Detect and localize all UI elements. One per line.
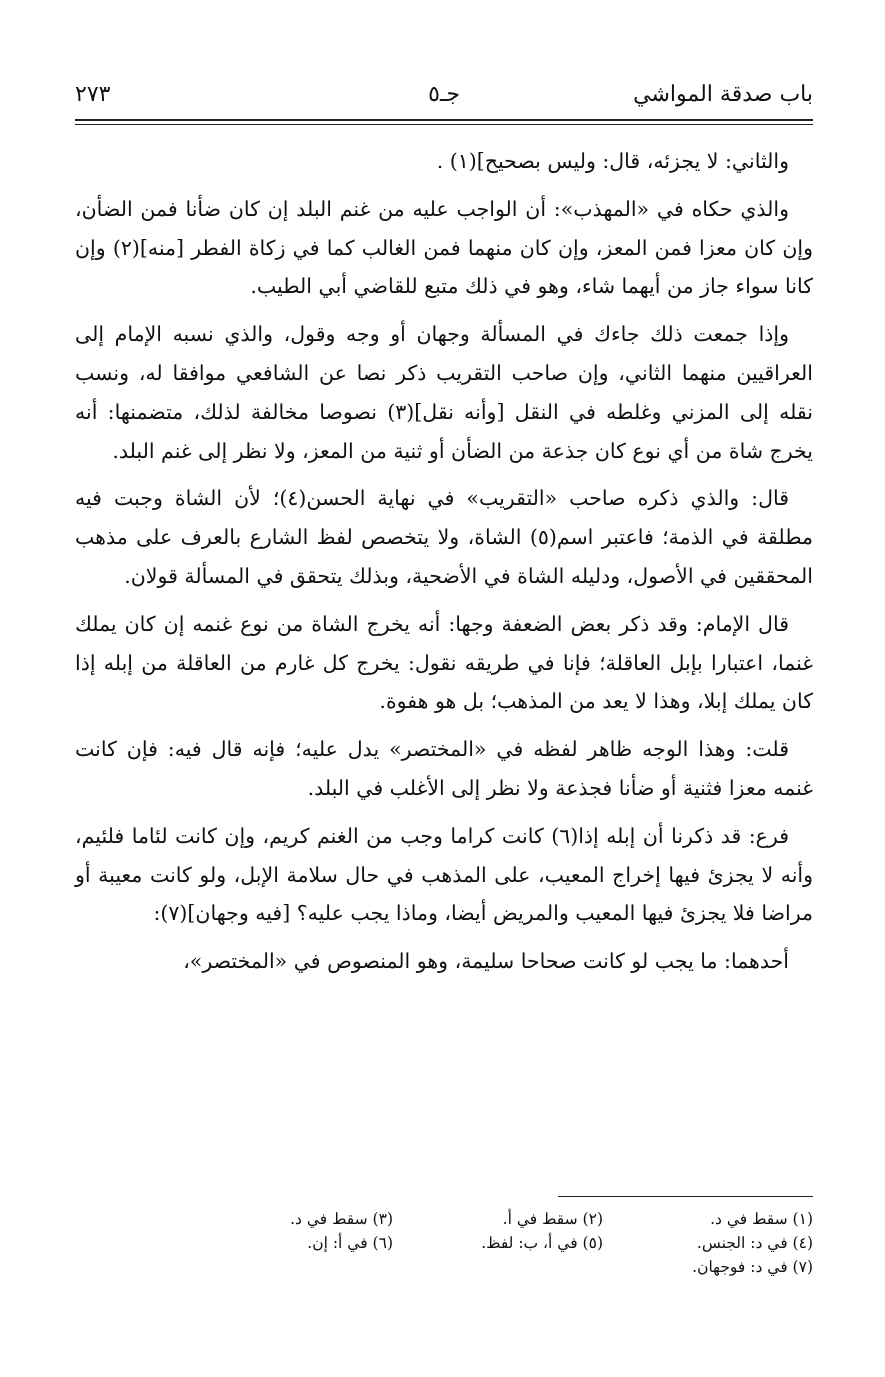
header-rule-thin [75,124,813,125]
chapter-title: باب صدقة المواشي [633,82,813,107]
footnote-item: (٥) في أ، ب: لفظ. [481,1234,603,1252]
paragraph: قال الإمام: وقد ذكر بعض الضعفة وجها: أنه يخرج الشاة من نوع غنمه إن كان يملك غنما، اعتبارا بإبل العاقلة؛ فإنا في طريقه نقول: يخرج كل غارم من العاقلة من إبله إذا كان يملك إبلا، وهذا لا يعد من المذهب؛ بل هو هفوة. [75,611,813,714]
paragraph: وإذا جمعت ذلك جاءك في المسألة وجهان أو وجه وقول، والذي نسبه الإمام إلى العراقيين منهما الثاني، وإن صاحب التقريب ذكر نصا عن الشافعي موافقا له، ونسب نقله إلى المزني وغلطه في النقل [وأنه نقل](٣) نصوصا مخالفة لذلك، متضمنها: أنه يخرج شاة من أي نوع كان جذعة من الضأن أو ثنية من المعز، ولا نظر إلى غنم البلد. [75,322,813,463]
volume-label: جـ٥ [428,82,460,107]
footnote-list [193,1210,813,1276]
footnote-item: (٢) سقط في أ. [502,1210,603,1228]
header-rule-thick [75,119,813,121]
footnote-item: (٧) في د: فوجهان. [692,1258,813,1276]
footnote-item: (١) سقط في د. [710,1210,813,1228]
footnote-item: (٤) في د: الجنس. [696,1234,813,1252]
footnote-item: (٣) سقط في د. [290,1210,393,1228]
paragraph: قال: والذي ذكره صاحب «التقريب» في نهاية الحسن(٤)؛ لأن الشاة وجبت فيه مطلقة في الذمة؛ فاعتبر اسم(٥) الشاة، ولا يتخصص لفظ الشارع بالعرف على مذهب المحققين في الأصول، ودليله الشاة في الأضحية، وبذلك يتحقق في المسألة قولان. [75,486,813,588]
paragraph: فرع: قد ذكرنا أن إبله إذا(٦) كانت كراما وجب من الغنم كريم، وإن كانت لئاما فلئيم، وأنه لا يجزئ فيها إخراج المعيب، على المذهب في حال سلامة الإبل، ولو كانت معيبة أو مراضا فلا يجزئ فيها المعيب والمريض أيضا، وماذا يجب عليه؟ [فيه وجهان](٧): [75,823,813,926]
main-text [75,142,813,990]
page-number: ٢٧٣ [75,82,111,107]
paragraph: قلت: وهذا الوجه ظاهر لفظه في «المختصر» يدل عليه؛ فإنه قال فيه: فإن كانت غنمه معزا فثنية أو ضأنا فجذعة ولا نظر إلى الأغلب في البلد. [75,737,813,800]
paragraph: والثاني: لا يجزئه، قال: وليس بصحيح](١) . [436,149,789,173]
paragraph: أحدهما: ما يجب لو كانت صحاحا سليمة، وهو المنصوص في «المختصر»، [183,949,789,974]
footnote-rule [558,1196,813,1197]
footnote-item: (٦) في أ: إن. [307,1234,393,1252]
paragraph: والذي حكاه في «المهذب»: أن الواجب عليه من غنم البلد إن كان ضأنا فمن الضأن، وإن كان معزا فمن المعز، وإن كان منهما فمن الغالب كما في زكاة الفطر [منه](٢) وإن كانا سواء جاز من أيهما شاء، وهو في ذلك متبع للقاضي أبي الطيب. [75,196,814,299]
running-header [75,82,813,116]
